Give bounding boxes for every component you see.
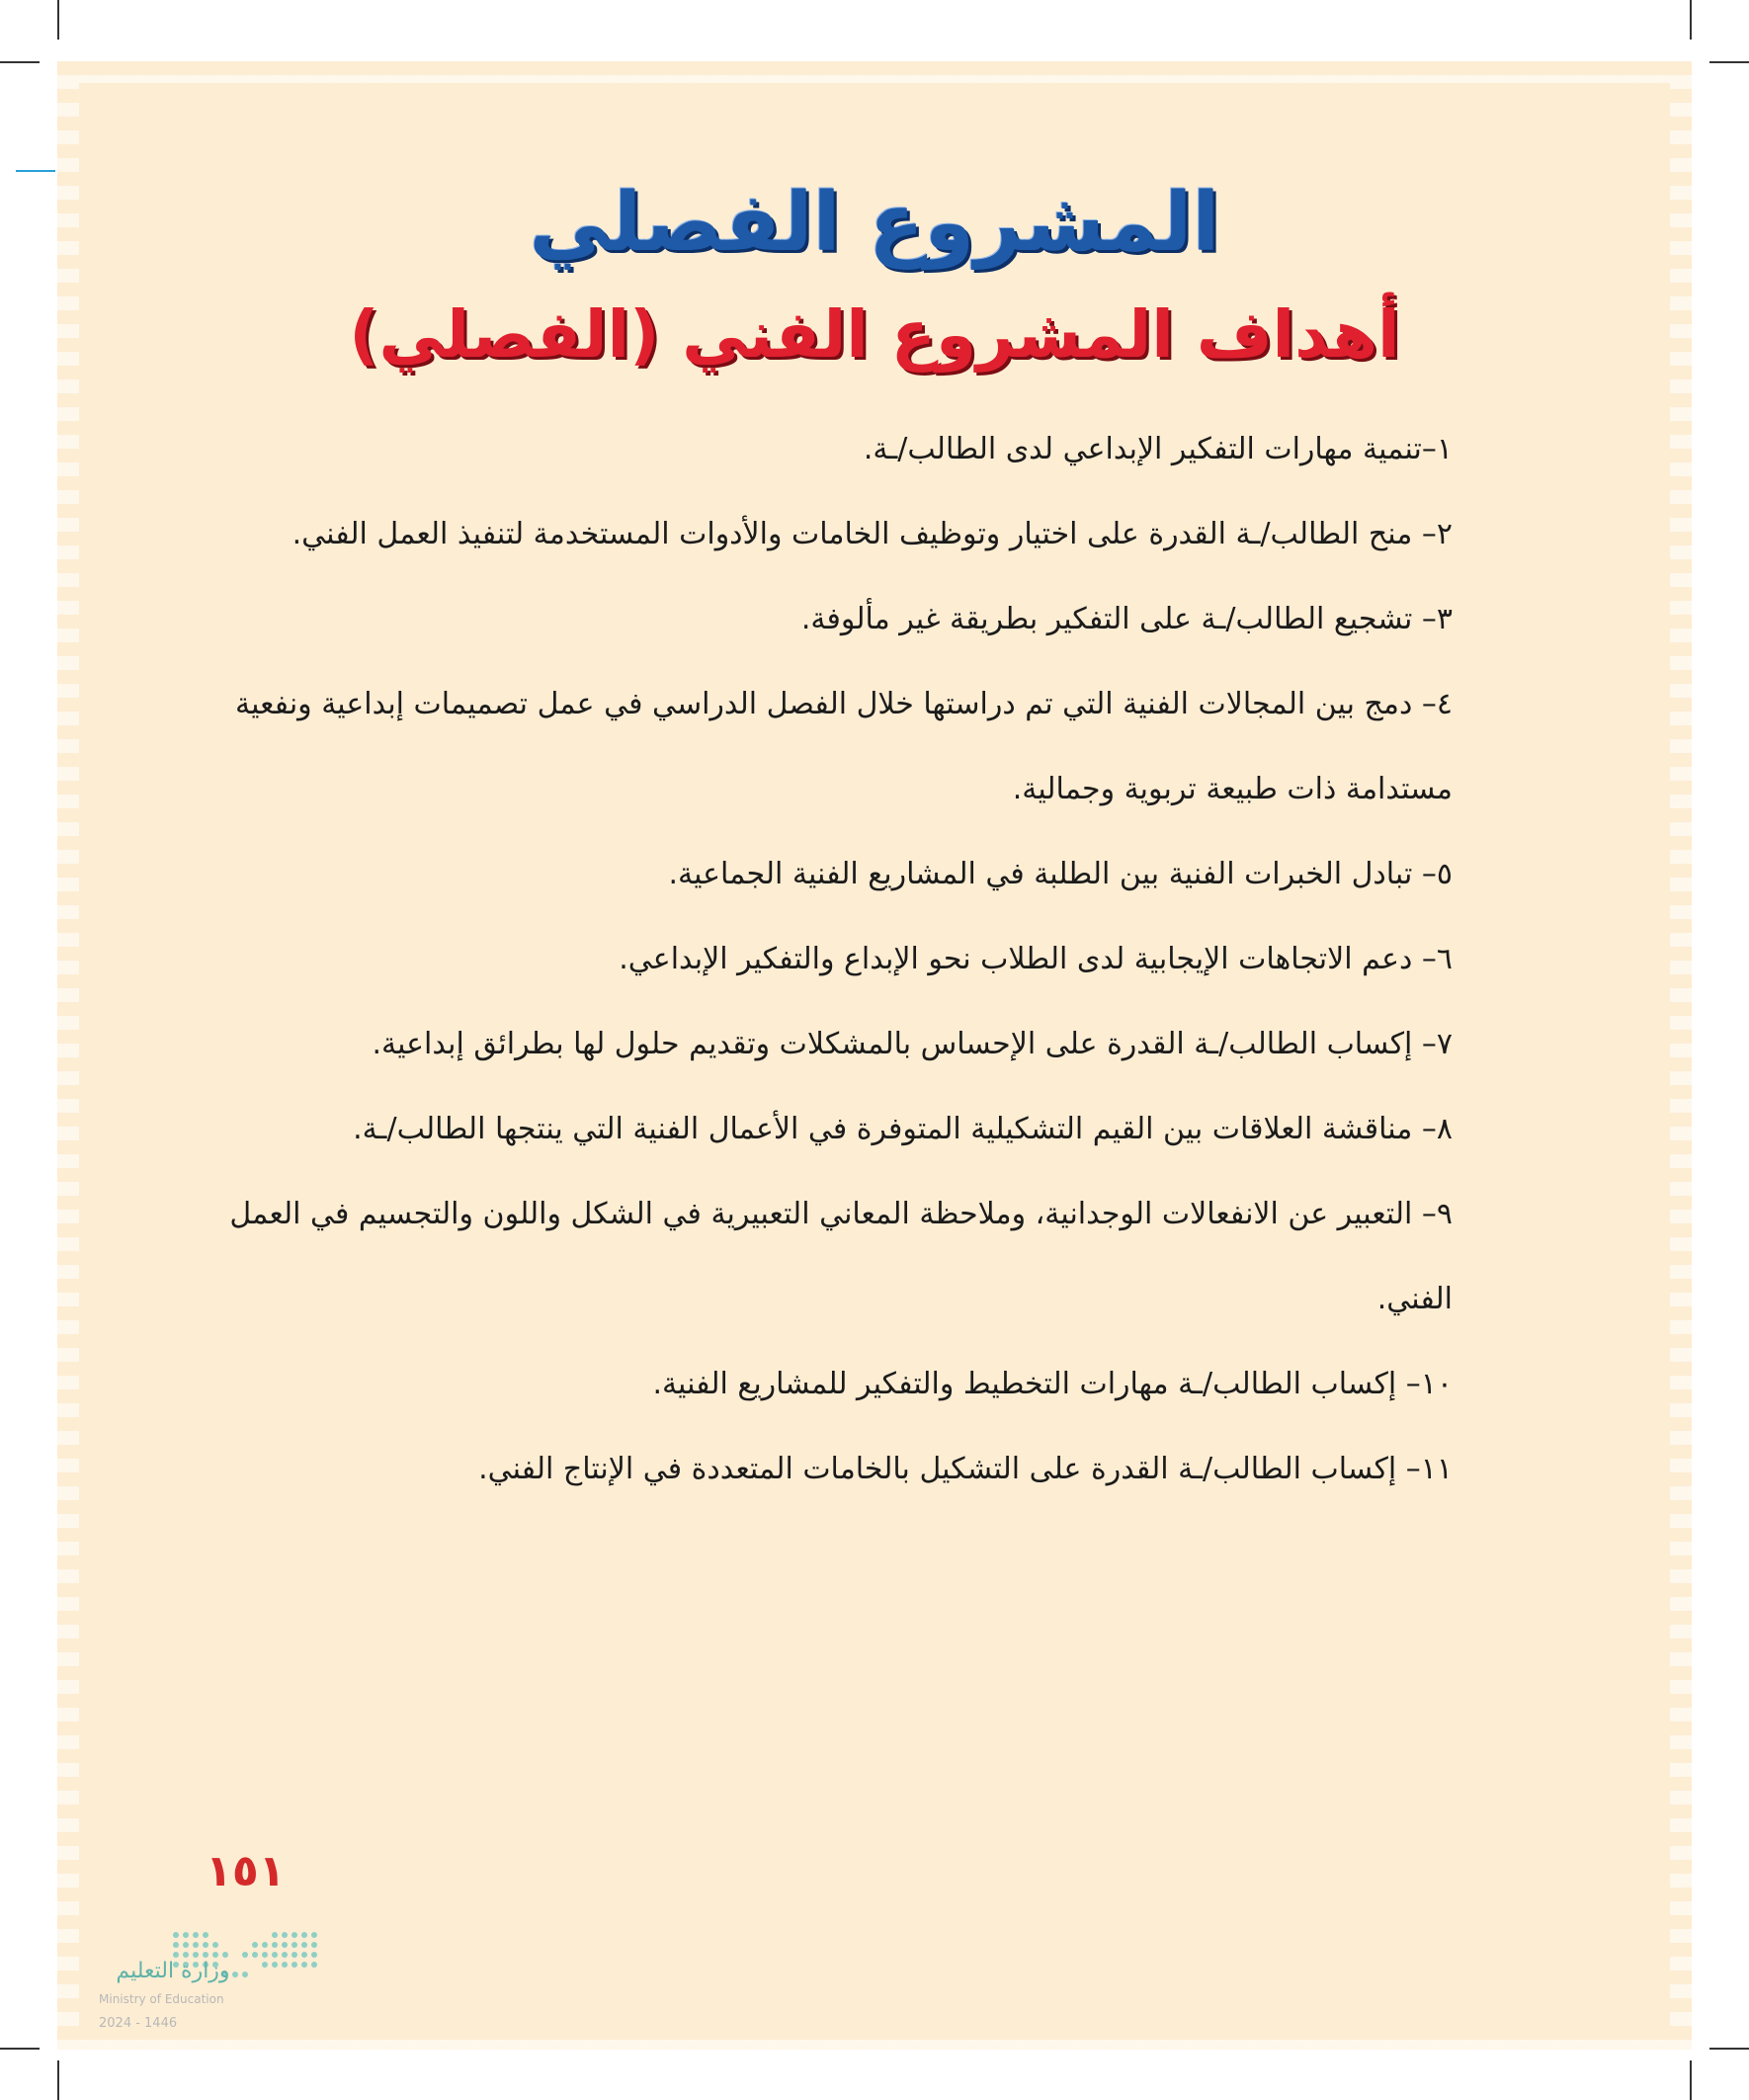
crop-mark — [1709, 61, 1749, 63]
goal-item: ٣– تشجيع الطالب/ـة على التفكير بطريقة غير مألوفة. — [800, 602, 1453, 636]
goal-item: ٥– تبادل الخبرات الفنية بين الطلبة في المشاريع الفنية الجماعية. — [668, 857, 1453, 891]
page-subtitle: أهداف المشروع الفني (الفصلي) — [349, 296, 1400, 373]
crop-mark — [1709, 2048, 1749, 2050]
goal-item: ٤– دمج بين المجالات الفنية التي تم دراستها خلال الفصل الدراسي في عمل تصميمات إبداعية ونفعية مستدامة ذات طبيعة تربوية وجمالية. — [235, 687, 1453, 806]
ministry-name-en: Ministry of Education — [99, 1992, 224, 2006]
crop-mark — [1690, 0, 1692, 40]
goals-list — [227, 407, 1453, 1512]
goal-item: ٢– منح الطالب/ـة القدرة على اختيار وتوظيف الخامات والأدوات المستخدمة لتنفيذ العمل الفني. — [292, 517, 1453, 551]
crop-mark — [57, 0, 59, 40]
goal-item: ٨– مناقشة العلاقات بين القيم التشكيلية المتوفرة في الأعمال الفنية التي ينتجها الطالب/ـة. — [353, 1112, 1453, 1146]
goal-item: ٧– إكساب الطالب/ـة القدرة على الإحساس بالمشكلات وتقديم حلول لها بطرائق إبداعية. — [372, 1027, 1453, 1061]
goal-item: ٩– التعبير عن الانفعالات الوجدانية، وملاحظة المعاني التعبيرية في الشكل واللون والتجسيم في العمل الفني. — [229, 1197, 1453, 1316]
registration-mark — [16, 170, 55, 172]
crop-mark — [1690, 2060, 1692, 2100]
page-number: ١٥١ — [206, 1846, 286, 1896]
goal-item: ١٠– إكساب الطالب/ـة مهارات التخطيط والتفكير للمشاريع الفنية. — [652, 1367, 1453, 1401]
page-title: المشروع الفصلي — [529, 176, 1220, 270]
edition-year: 2024 - 1446 — [99, 2016, 178, 2031]
goal-item: ١–تنمية مهارات التفكير الإبداعي لدى الطالب/ـة. — [863, 432, 1453, 466]
crop-mark — [0, 2048, 40, 2050]
crop-mark — [0, 61, 40, 63]
crop-mark — [57, 2060, 59, 2100]
ministry-name-ar: وزارة التعليم — [116, 1959, 230, 1983]
goal-item: ٦– دعم الاتجاهات الإيجابية لدى الطلاب نحو الإبداع والتفكير الإبداعي. — [619, 942, 1453, 976]
goal-item: ١١– إكساب الطالب/ـة القدرة على التشكيل بالخامات المتعددة في الإنتاج الفني. — [478, 1452, 1453, 1486]
